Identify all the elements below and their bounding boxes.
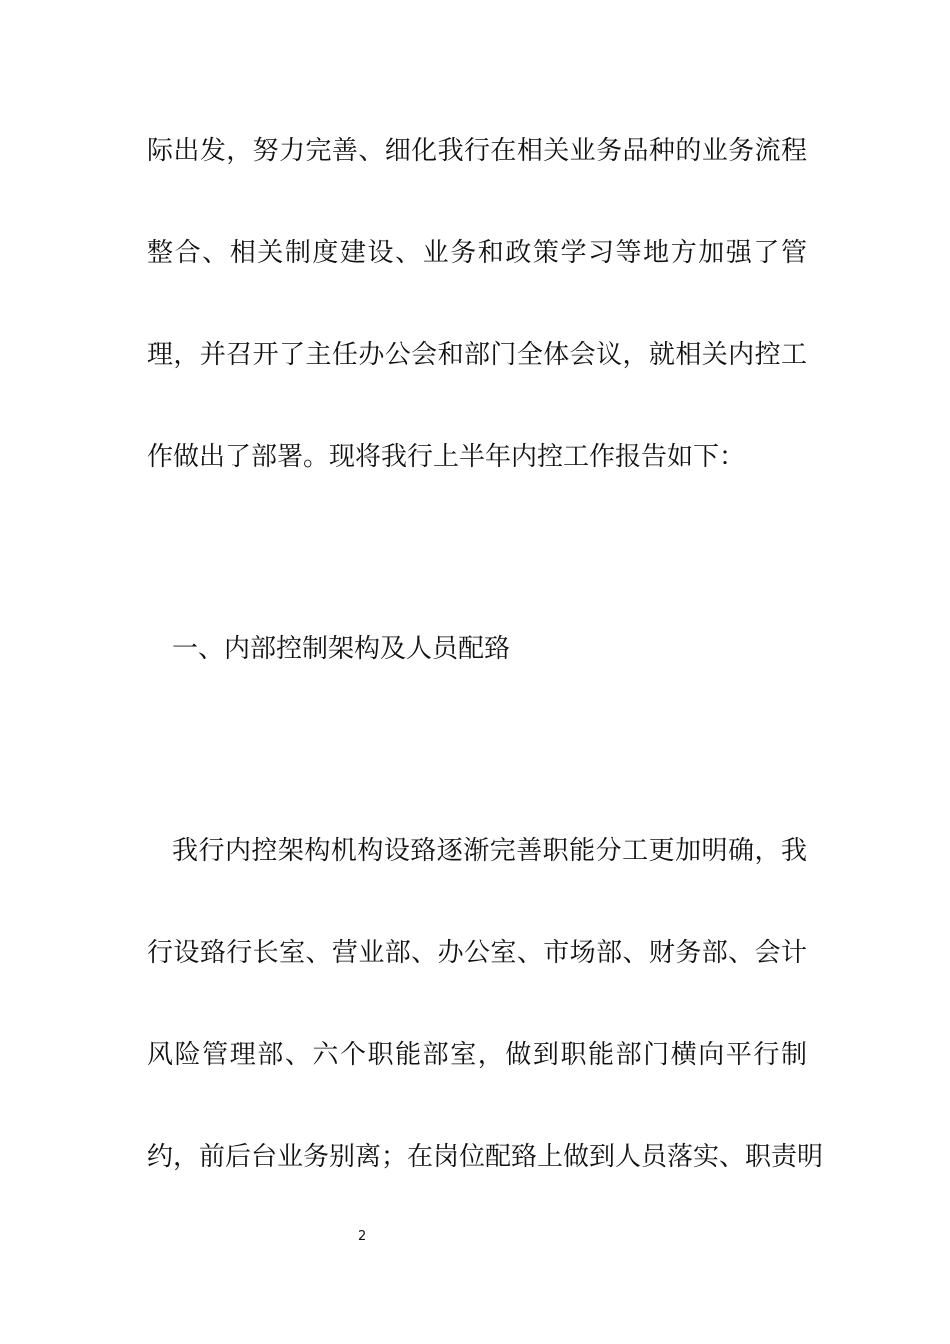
paragraph-line: 我行内控架构机构设臵逐渐完善职能分工更加明确，我 — [172, 836, 807, 866]
paragraph-line: 作做出了部署。现将我行上半年内控工作报告如下： — [147, 442, 746, 472]
section-heading: 一、内部控制架构及人员配臵 — [172, 634, 511, 664]
page-number: 2 — [358, 1229, 367, 1244]
paragraph-line: 际出发，努力完善、细化我行在相关业务品种的业务流程 — [147, 136, 807, 166]
paragraph-line: 约，前后台业务别离；在岗位配臵上做到人员落实、职责明 — [147, 1142, 824, 1172]
paragraph-line: 整合、相关制度建设、业务和政策学习等地方加强了管 — [147, 238, 807, 268]
paragraph-line: 风险管理部、六个职能部室，做到职能部门横向平行制 — [147, 1040, 807, 1070]
paragraph-line: 理，并召开了主任办公会和部门全体会议，就相关内控工 — [147, 340, 807, 370]
paragraph-line: 行设臵行长室、营业部、办公室、市场部、财务部、会计 — [147, 938, 807, 968]
